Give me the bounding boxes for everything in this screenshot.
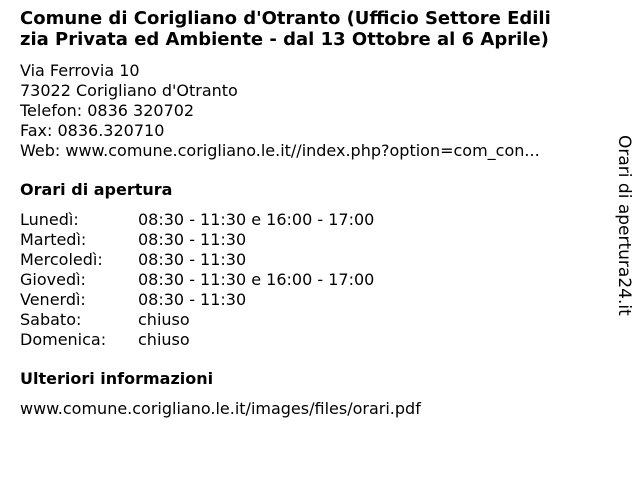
hours-value: 08:30 - 11:30 e 16:00 - 17:00 bbox=[138, 270, 375, 289]
day-label: Venerdì: bbox=[20, 290, 86, 309]
hours-row-friday bbox=[20, 290, 610, 310]
phone-number: Telefon: 0836 320702 bbox=[20, 101, 195, 120]
side-brand-text: Orari di apertura24.it bbox=[614, 135, 634, 316]
title-line-2: zia Privata ed Ambiente - dal 13 Ottobre al 6 Aprile) bbox=[20, 29, 549, 50]
listing-content bbox=[20, 8, 610, 419]
day-label: Domenica: bbox=[20, 330, 107, 349]
city-address: 73022 Corigliano d'Otranto bbox=[20, 81, 238, 100]
hours-heading: Orari di apertura bbox=[20, 180, 173, 199]
hours-row-thursday bbox=[20, 270, 610, 290]
more-info-heading: Ulteriori informazioni bbox=[20, 369, 214, 388]
hours-row-wednesday bbox=[20, 250, 610, 270]
fax-number: Fax: 0836.320710 bbox=[20, 121, 165, 140]
hours-row-tuesday bbox=[20, 230, 610, 250]
hours-row-saturday bbox=[20, 310, 610, 330]
hours-value: 08:30 - 11:30 bbox=[138, 250, 247, 269]
day-label: Mercoledì: bbox=[20, 250, 103, 269]
day-label: Lunedì: bbox=[20, 210, 79, 229]
more-info-link[interactable]: www.comune.corigliano.le.it/images/files/orari.pdf bbox=[20, 399, 421, 418]
hours-value: chiuso bbox=[138, 330, 190, 349]
page-title bbox=[20, 8, 610, 50]
street-address: Via Ferrovia 10 bbox=[20, 61, 140, 80]
hours-value: 08:30 - 11:30 bbox=[138, 290, 247, 309]
hours-value: 08:30 - 11:30 e 16:00 - 17:00 bbox=[138, 210, 375, 229]
hours-row-sunday bbox=[20, 330, 610, 350]
hours-value: 08:30 - 11:30 bbox=[138, 230, 247, 249]
address-block bbox=[20, 61, 610, 161]
hours-table bbox=[20, 210, 610, 350]
day-label: Giovedì: bbox=[20, 270, 86, 289]
website-link[interactable]: Web: www.comune.corigliano.le.it//index.php?option=com_con... bbox=[20, 141, 540, 160]
day-label: Martedì: bbox=[20, 230, 87, 249]
hours-value: chiuso bbox=[138, 310, 190, 329]
hours-row-monday bbox=[20, 210, 610, 230]
day-label: Sabato: bbox=[20, 310, 82, 329]
title-line-1: Comune di Corigliano d'Otranto (Ufficio Settore Edili bbox=[20, 8, 551, 29]
